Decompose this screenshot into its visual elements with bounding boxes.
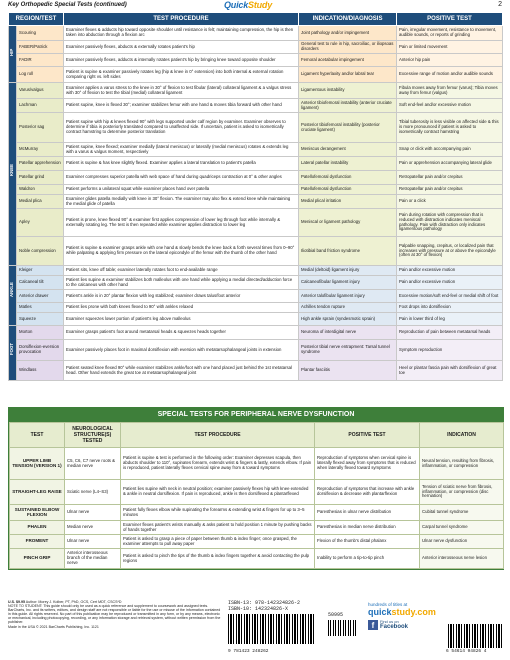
col-header-procedure: TEST PROCEDURE bbox=[64, 13, 299, 26]
test-positive: Pain, irregular movement, resistance to movement, audible sounds, or reports of grinding bbox=[397, 26, 503, 41]
test-procedure: Patient seated knee flexed 90° while examiner stabilizes ankle/foot with one hand placed just behind the 1st metatarsal head. Other hand extends the great toe at metatarsophalangeal joint bbox=[64, 361, 299, 381]
nerve-indication: Neural tension, resulting from fibrosis, inflammation, or compression bbox=[420, 448, 504, 480]
test-indication: Patellofemoral dysfunction bbox=[299, 185, 397, 195]
promo-block bbox=[368, 602, 448, 630]
test-name: Squeeze bbox=[17, 313, 64, 326]
test-indication: Medial (deltoid) ligament injury bbox=[299, 266, 397, 276]
nerve-structure: Ulnar nerve bbox=[65, 505, 121, 521]
price-code: 50995 bbox=[328, 612, 344, 618]
table-row bbox=[9, 185, 503, 195]
table-row bbox=[9, 237, 503, 266]
test-positive: Snap or click with accompanying pain bbox=[397, 143, 503, 157]
test-positive: Heel or plantar fascia pain with dorsiflexion of great toe bbox=[397, 361, 503, 381]
nerve-positive: Reproduction of symptoms when cervical spine is laterally flexed away from symptoms that is reduced when laterally flexed toward symptoms bbox=[315, 448, 420, 480]
upc-number: 6 54614 04826 4 bbox=[446, 649, 487, 654]
test-procedure: Patient performs a unilateral squat while examiner places hand over patella bbox=[64, 185, 299, 195]
table-row bbox=[10, 480, 504, 505]
nerve-positive: Paresthesias in ulnar nerve distribution bbox=[315, 505, 420, 521]
test-positive: Pain or apprehension accompanying lateral glide bbox=[397, 157, 503, 171]
test-name: Dorsiflexion-eversion provocation bbox=[17, 340, 64, 361]
test-indication: Plantar fasciitis bbox=[299, 361, 397, 381]
test-name: Windlass bbox=[17, 361, 64, 381]
test-indication: Patellofemoral dysfunction bbox=[299, 171, 397, 185]
test-indication: Medial plical irritation bbox=[299, 195, 397, 209]
test-positive: Reproduction of pain between metatarsal heads bbox=[397, 326, 503, 340]
find-us-label: Find us on bbox=[380, 619, 399, 624]
isbn-barcode bbox=[228, 614, 314, 644]
nerve-test-name: UPPER LIMB TENSION (VERSION 1) bbox=[10, 448, 65, 480]
author: Author: Morey J. Kolber, PT, PhD, OCS, Cert MDT, CSCS*D bbox=[25, 600, 122, 604]
page-number: 2 bbox=[498, 1, 502, 8]
price: U.S. $9.95 bbox=[8, 600, 25, 604]
nerve-indication: Ulnar nerve dysfunction bbox=[420, 535, 504, 549]
site-part-quick: quick bbox=[368, 607, 392, 617]
table-header-row bbox=[9, 13, 503, 26]
table-row bbox=[9, 209, 503, 237]
table-row bbox=[10, 448, 504, 480]
section-banner: SPECIAL TESTS FOR PERIPHERAL NERVE DYSFUNCTION bbox=[9, 408, 503, 422]
test-indication: Joint pathology and/or impingement bbox=[299, 26, 397, 41]
facebook-badge[interactable] bbox=[368, 619, 448, 630]
nerve-procedure: Patient fully flexes elbow while supinating the forearms & extending wrist & fingers for up to 3–5 minutes bbox=[121, 505, 315, 521]
test-positive: Pain during rotation with compression that is reduced with distraction indicates meniscal pathology. Pain with distraction only indicates ligamentous pathology bbox=[397, 209, 503, 237]
test-procedure: Examiner applies a varus stress to the knee in 30° of flexion to test fibular (lateral) collateral ligament & a valgus stress with 30° of flexion to test the tibial (medial) collateral ligament bbox=[64, 83, 299, 99]
footer bbox=[8, 600, 502, 656]
test-indication: Meniscal or ligament pathology bbox=[299, 209, 397, 237]
nerve-positive: Flexion of the thumb's distal phalanx bbox=[315, 535, 420, 549]
test-procedure: Patient is supine & examiner grasps ankle with one hand & slowly bends the knee back & forth several times from 0–90° while palpating & applying firm pressure on the lateral epicondyle of the femur with the thumb of the other hand bbox=[64, 237, 299, 266]
test-procedure: Examiner squeezes lower portion of patient's leg above malleolus bbox=[64, 313, 299, 326]
test-name: Anterior drawer bbox=[17, 290, 64, 303]
col-header-test: TEST bbox=[10, 423, 65, 448]
table-row bbox=[10, 549, 504, 569]
table-row bbox=[9, 157, 503, 171]
test-positive: Pain in lower third of leg bbox=[397, 313, 503, 326]
test-procedure: Examiner passively flexes, adducts & internally rotates patient's hip by bringing knee toward opposite shoulder bbox=[64, 54, 299, 67]
test-procedure: Patient sits, knee off table; examiner laterally rotates foot to end-available range bbox=[64, 266, 299, 276]
price-barcode bbox=[328, 620, 358, 636]
test-procedure: Examiner passively flexes, abducts & externally rotates patient's hip bbox=[64, 41, 299, 54]
table-row bbox=[9, 195, 503, 209]
table-row bbox=[9, 276, 503, 290]
test-positive: Soft end-feel and/or excessive motion bbox=[397, 99, 503, 113]
test-name: Matles bbox=[17, 303, 64, 313]
test-indication: Calcaneofibular ligament injury bbox=[299, 276, 397, 290]
test-procedure: Patient is supine & examiner passively rotates leg (hip & knee in 0° extension) into both internal & external rotation comparing right vs. left sides bbox=[64, 67, 299, 83]
nerve-procedure: Patient is asked to pinch the tips of the thumb & index fingers together & avoid contacting the pulp regions bbox=[121, 549, 315, 569]
table-row bbox=[9, 313, 503, 326]
table-row bbox=[9, 67, 503, 83]
test-indication: Neuroma of interdigital nerve bbox=[299, 326, 397, 340]
test-positive: Palpable snapping, crepitus, or localized pain that increases with pressure at or above the epicondyle (often at 30° of flexion) bbox=[397, 237, 503, 266]
nerve-positive: Paresthesias in median nerve distribution bbox=[315, 521, 420, 535]
test-indication: Lateral patellar instability bbox=[299, 157, 397, 171]
test-name: Waldron bbox=[17, 185, 64, 195]
top-bar bbox=[0, 0, 510, 12]
logo-part-quick: Quick bbox=[224, 0, 249, 10]
site-part-study: study.com bbox=[391, 607, 436, 617]
test-procedure: Patient lies prone with both knees flexed to 90° with ankles relaxed bbox=[64, 303, 299, 313]
test-name: Medial plica bbox=[17, 195, 64, 209]
region-label-ankle: ANKLE bbox=[9, 266, 17, 326]
test-indication: Ligamentous instability bbox=[299, 83, 397, 99]
col-header-positive: POSITIVE TEST bbox=[315, 423, 420, 448]
nerve-structure: Anterior interosseous branch of the median nerve bbox=[65, 549, 121, 569]
test-procedure: Patient is supine & has knee slightly flexed. Examiner applies a lateral translation to patient's patella bbox=[64, 157, 299, 171]
logo-part-study: Study bbox=[248, 0, 273, 10]
test-name: Calcaneal tilt bbox=[17, 276, 64, 290]
test-indication: Anterior talofibular ligament injury bbox=[299, 290, 397, 303]
test-positive: Pain and/or excessive motion bbox=[397, 266, 503, 276]
test-procedure: Patient's ankle is in 20° plantar flexion with leg stabilized; examiner draws talus/foot anterior bbox=[64, 290, 299, 303]
nerve-structure: C5, C6, C7 nerve roots & median nerve bbox=[65, 448, 121, 480]
test-positive: Symptom reproduction bbox=[397, 340, 503, 361]
col-header-region: REGION/TEST bbox=[9, 13, 64, 26]
test-indication: General test to rule in hip, sacroiliac, or iliopsoas disorders bbox=[299, 41, 397, 54]
table-row bbox=[10, 535, 504, 549]
test-name: Apley bbox=[17, 209, 64, 237]
footer-legal-text bbox=[8, 600, 223, 629]
col-header-indication: INDICATION/DIAGNOSIS bbox=[299, 13, 397, 26]
table-row bbox=[9, 99, 503, 113]
facebook-label: Facebook bbox=[380, 624, 409, 630]
test-procedure: Examiner glides patella medially with knee in 30° flexion. The examiner may also flex & extend knee while maintaining the medial glide of patella bbox=[64, 195, 299, 209]
site-url[interactable] bbox=[368, 607, 448, 617]
table-row bbox=[9, 361, 503, 381]
test-procedure: Patient supine, knee flexed; examiner medially (lateral meniscus) or laterally (medial meniscus) rotates & extends leg with a varus & valgus moment, respectively bbox=[64, 143, 299, 157]
test-indication: Femoral acetabular impingement bbox=[299, 54, 397, 67]
test-name: Scouring bbox=[17, 26, 64, 41]
nerve-test-name: PHALEN bbox=[10, 521, 65, 535]
orthopedic-tests-table bbox=[8, 12, 503, 381]
facebook-icon: f bbox=[368, 620, 378, 630]
test-procedure: Patient supine, knee is flexed 30°; examiner stabilizes femur with one hand & moves tibia forward with other hand bbox=[64, 99, 299, 113]
test-name: McMurray bbox=[17, 143, 64, 157]
col-header-structure: NEUROLOGICAL STRUCTURE(S) TESTED bbox=[65, 423, 121, 448]
isbn-barcode-number: 9 781423 248262 bbox=[228, 649, 269, 654]
test-procedure: Examiner compresses superior patella with web space of hand during quadriceps contraction at 0° & other angles bbox=[64, 171, 299, 185]
nerve-test-name: SUSTAINED ELBOW FLEXION bbox=[10, 505, 65, 521]
test-positive: Excessive range of motion and/or audible sounds bbox=[397, 67, 503, 83]
test-name: Morton bbox=[17, 326, 64, 340]
col-header-indication: INDICATION bbox=[420, 423, 504, 448]
test-positive: Pain or limited movement bbox=[397, 41, 503, 54]
nerve-tests-table bbox=[9, 422, 504, 569]
test-indication: Ligament hyperlaxity and/or labral tear bbox=[299, 67, 397, 83]
nerve-positive: Reproduction of symptoms that increase with ankle dorsiflexion & decrease with plantarflexion bbox=[315, 480, 420, 505]
test-name: Patellar grind bbox=[17, 171, 64, 185]
test-positive: Tibial tuberosity is less visible on affected side & this is more pronounced if patient is asked to isometrically contract hamstring bbox=[397, 113, 503, 143]
test-indication: Iliotibial band friction syndrome bbox=[299, 237, 397, 266]
nerve-structure: Ulnar nerve bbox=[65, 535, 121, 549]
test-procedure: Patient lies supine & examiner stabilizes both malleolus with one hand while applying a medial directed/adduction force to the calcaneus with other hand bbox=[64, 276, 299, 290]
table-row bbox=[9, 113, 503, 143]
test-name: Posterior sag bbox=[17, 113, 64, 143]
test-positive: Retropatellar pain and/or crepitus bbox=[397, 171, 503, 185]
nerve-indication: Cubital tunnel syndrome bbox=[420, 505, 504, 521]
test-name: FABER/Patrick bbox=[17, 41, 64, 54]
nerve-procedure: Patient lies supine with neck in neutral position; examiner passively flexes hip with knee extended & ankle in neutral dorsiflexion. If pain is reproduced, ankle is then dorsiflexed & plantarflexed bbox=[121, 480, 315, 505]
table-row bbox=[10, 505, 504, 521]
table-row bbox=[9, 83, 503, 99]
table-row bbox=[9, 171, 503, 185]
facebook-text bbox=[380, 619, 408, 630]
table-row bbox=[9, 340, 503, 361]
promo-hundreds: hundreds of titles at bbox=[368, 602, 408, 607]
rights-notice: All rights reserved. No part of this publication may be reproduced or transmitted in any form, or by any means, electronic or mechanical, including photocopying, recording, or any information storage and retrieval system, without written permission from the publisher. bbox=[8, 612, 221, 625]
test-indication: Meniscus derangement bbox=[299, 143, 397, 157]
test-name: Lachman bbox=[17, 99, 64, 113]
test-positive: Excessive motion/soft end-feel or medial shift of foot bbox=[397, 290, 503, 303]
test-name: Patellar apprehension bbox=[17, 157, 64, 171]
test-positive: Pain and/or excessive motion bbox=[397, 276, 503, 290]
table-row bbox=[9, 143, 503, 157]
region-label-knee: KNEE bbox=[9, 83, 17, 266]
test-indication: Posterior tibiofemoral instability (posterior cruciate ligament) bbox=[299, 113, 397, 143]
test-positive: Foot drops into dorsiflexion bbox=[397, 303, 503, 313]
test-indication: Achilles tendon rupture bbox=[299, 303, 397, 313]
upc-barcode bbox=[448, 624, 502, 648]
nerve-indication: Tension of sciatic nerve from fibrosis, inflammation, or compression (disc herniation) bbox=[420, 480, 504, 505]
test-positive: Pain or a click bbox=[397, 195, 503, 209]
test-name: Varus/valgus bbox=[17, 83, 64, 99]
nerve-dysfunction-section bbox=[8, 407, 504, 570]
test-procedure: Examiner grasps patient's foot around metatarsal heads & squeezes heads together bbox=[64, 326, 299, 340]
table-row bbox=[9, 26, 503, 41]
region-label-hip: HIP bbox=[9, 26, 17, 83]
test-procedure: Examiner passively places foot in maximal dorsiflexion with eversion with metatarsophalangeal joints in extension bbox=[64, 340, 299, 361]
test-name: Kleiger bbox=[17, 266, 64, 276]
isbn13: ISBN-13: 978-142324826-2 bbox=[228, 600, 301, 606]
nerve-test-name: PINCH GRIP bbox=[10, 549, 65, 569]
nerve-procedure: Patient is asked to grasp a piece of paper between thumb & index finger; once grasped, the examiner attempts to pull away paper bbox=[121, 535, 315, 549]
nerve-procedure: Examiner flexes patient's wrists manually & asks patient to hold position 1 minute by pushing backs of hands together bbox=[121, 521, 315, 535]
nerve-indication: Carpal tunnel syndrome bbox=[420, 521, 504, 535]
table-row bbox=[10, 521, 504, 535]
test-indication: Anterior tibiofemoral instability (anterior cruciate ligament) bbox=[299, 99, 397, 113]
test-positive: Fibula moves away from femur (varus); Tibia moves away from femur (valgus) bbox=[397, 83, 503, 99]
table-row bbox=[9, 326, 503, 340]
nerve-structure: Median nerve bbox=[65, 521, 121, 535]
table-row bbox=[9, 41, 503, 54]
test-name: Noble compression bbox=[17, 237, 64, 266]
table-row bbox=[9, 54, 503, 67]
nerve-indication: Anterior interosseous nerve lesion bbox=[420, 549, 504, 569]
test-procedure: Patient is prone, knee flexed 90° & examiner first applies compression of lower leg through foot while internally & externally rotating leg. The test is then repeated while examiner applies distraction to lower leg bbox=[64, 209, 299, 237]
isbn-block bbox=[228, 600, 318, 644]
test-name: Log roll bbox=[17, 67, 64, 83]
test-indication: High ankle sprain (syndesmotic sprain) bbox=[299, 313, 397, 326]
test-positive: Anterior hip pain bbox=[397, 54, 503, 67]
nerve-test-name: STRAIGHT-LEG RAISE bbox=[10, 480, 65, 505]
col-header-procedure: TEST PROCEDURE bbox=[121, 423, 315, 448]
page-header-title: Key Orthopedic Special Tests (continued) bbox=[8, 2, 127, 8]
test-procedure: Patient supine with hip & knees flexed 90° with legs supported under calf region by examiner. Examiner observes to determine if tibia is posteriorly translated compared to unaffected side. If uncertain, patient is asked to isometrically contract hamstring to determine posterior translation bbox=[64, 113, 299, 143]
table-row bbox=[9, 266, 503, 276]
region-label-foot: FOOT bbox=[9, 326, 17, 381]
test-procedure: Examiner flexes & adducts hip toward opposite shoulder until resistance is felt; maintaining compression, the hip is then taken into abduction through a flexion arc bbox=[64, 26, 299, 41]
test-positive: Retropatellar pain and/or crepitus bbox=[397, 185, 503, 195]
nerve-test-name: FROMENT bbox=[10, 535, 65, 549]
nerve-positive: Inability to perform a tip-to-tip pinch bbox=[315, 549, 420, 569]
test-name: FADIR bbox=[17, 54, 64, 67]
note-to-student: NOTE TO STUDENT: This guide should only be used as a quick reference and supplement to coursework and assigned texts. BarCharts, Inc. and its writers, editors, and design staff are not responsible or liable for the use or misuse of the information contained in this guide. bbox=[8, 604, 221, 617]
test-indication: Posterior tibial nerve entrapment: Tarsal tunnel syndrome bbox=[299, 340, 397, 361]
table-row bbox=[9, 290, 503, 303]
table-row bbox=[9, 303, 503, 313]
quickstudy-logo bbox=[224, 0, 272, 10]
isbn10: ISBN-10: 142324826-X bbox=[228, 606, 289, 612]
nerve-procedure: Patient is supine & test is performed in the following order: Examiner depresses scapula, then abducts shoulder to 110°, supinates forearm, extends wrist & fingers & lastly, extends elbow. If pain is reproduced, patient laterally flexes cervical spine away from & toward symptoms bbox=[121, 448, 315, 480]
table-header-row bbox=[10, 423, 504, 448]
col-header-positive: POSITIVE TEST bbox=[397, 13, 503, 26]
nerve-structure: Sciatic nerve (L4–S3) bbox=[65, 480, 121, 505]
made-in: Made in the USA © 2021 BarCharts Publishing, Inc. 1121 bbox=[8, 624, 99, 629]
